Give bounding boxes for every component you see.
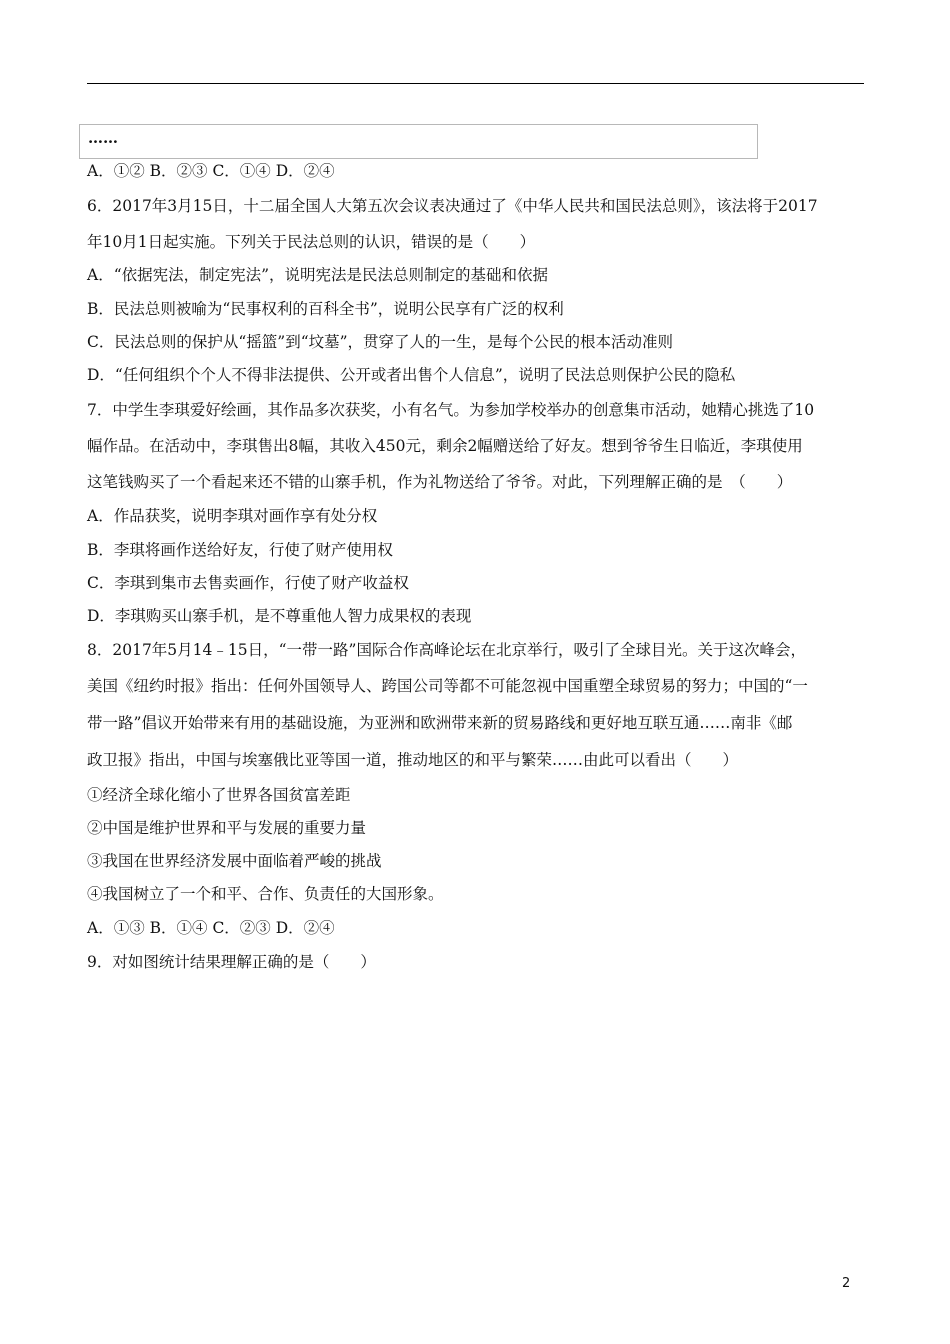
q7-option-b: B．李琪将画作送给好友，行使了财产使用权 (87, 541, 393, 559)
q7-option-c: C．李琪到集市去售卖画作，行使了财产收益权 (87, 574, 409, 592)
q8-item-1: ①经济全球化缩小了世界各国贫富差距 (87, 786, 351, 804)
q6-option-d: D．“任何组织个个人不得非法提供、公开或者出售个人信息”，说明了民法总则保护公民的隐私 (87, 366, 736, 384)
q6-option-a: A．“依据宪法，制定宪法”，说明宪法是民法总则制定的基础和依据 (87, 266, 549, 284)
q7-option-d: D．李琪购买山寨手机，是不尊重他人智力成果权的表现 (87, 607, 472, 625)
continuation-text: …… (88, 129, 118, 147)
q8-item-4: ④我国树立了一个和平、合作、负责任的大国形象。 (87, 885, 444, 903)
q9-stem: 9．对如图统计结果理解正确的是（ ） (87, 953, 376, 971)
q8-stem-line3: 带一路”倡议开始带来有用的基础设施，为亚洲和欧洲带来新的贸易路线和更好地互联互通……南非《邮 (87, 714, 793, 732)
q7-stem-line3: 这笔钱购买了一个看起来还不错的山寨手机，作为礼物送给了爷爷。对此，下列理解正确的是 （ ） (87, 473, 793, 491)
q6-option-b: B．民法总则被喻为“民事权利的百科全书”，说明公民享有广泛的权利 (87, 300, 564, 318)
q8-item-2: ②中国是维护世界和平与发展的重要力量 (87, 819, 367, 837)
q8-options: A．①③ B．①④ C．②③ D．②④ (87, 919, 335, 937)
q8-stem-line2: 美国《纽约时报》指出：任何外国领导人、跨国公司等都不可能忽视中国重塑全球贸易的努力；中国的“一 (87, 677, 808, 695)
q8-item-3: ③我国在世界经济发展中面临着严峻的挑战 (87, 852, 382, 870)
q7-stem-line1: 7．中学生李琪爱好绘画，其作品多次获奖，小有名气。为参加学校举办的创意集市活动，她精心挑选了10 (87, 401, 815, 419)
header-rule (87, 83, 864, 84)
continuation-box (79, 124, 758, 159)
q8-stem-line1: 8．2017年5月14﹣15日，“一带一路”国际合作高峰论坛在北京举行，吸引了全球目光。关于这次峰会， (87, 641, 806, 659)
page-number: 2 (842, 1276, 851, 1291)
q5-options: A．①② B．②③ C．①④ D．②④ (87, 162, 335, 180)
q7-option-a: A．作品获奖，说明李琪对画作享有处分权 (87, 507, 378, 525)
q6-stem-line2: 年10月1日起实施。下列关于民法总则的认识，错误的是（ ） (87, 233, 536, 251)
q7-stem-line2: 幅作品。在活动中，李琪售出8幅，其收入450元，剩余2幅赠送给了好友。想到爷爷生日临近，李琪使用 (87, 437, 803, 455)
q6-option-c: C．民法总则的保护从“摇篮”到“坟墓”，贯穿了人的一生，是每个公民的根本活动准则 (87, 333, 674, 351)
q6-stem-line1: 6．2017年3月15日，十二届全国人大第五次会议表决通过了《中华人民共和国民法总则》，该法将于2017 (87, 197, 818, 215)
q8-stem-line4: 政卫报》指出，中国与埃塞俄比亚等国一道，推动地区的和平与繁荣……由此可以看出（ ） (87, 751, 739, 769)
